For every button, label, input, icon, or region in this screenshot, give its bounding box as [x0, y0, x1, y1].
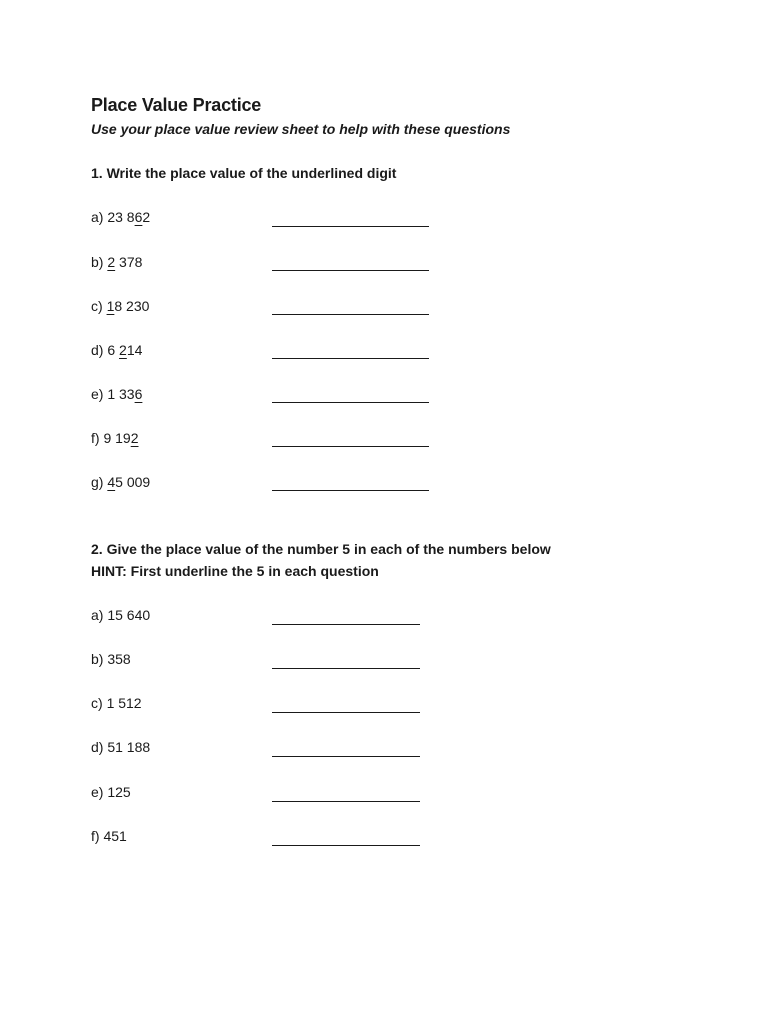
- underlined-digit: 2: [107, 254, 116, 270]
- number-part: 5 009: [115, 474, 151, 490]
- question-letter: f): [91, 430, 100, 446]
- answer-blank-s1-d[interactable]: [272, 358, 429, 359]
- question-letter: d): [91, 342, 104, 358]
- s2-question-d: [91, 739, 150, 755]
- question-letter: b): [91, 254, 104, 270]
- question-letter: a): [91, 607, 104, 623]
- underlined-digit: 1: [106, 298, 115, 314]
- page-title: Place Value Practice: [91, 95, 262, 115]
- s2-question-f: [91, 828, 127, 844]
- number-part: 23 8: [107, 209, 135, 225]
- number-part: 378: [115, 254, 143, 270]
- question-number: 1 512: [106, 695, 142, 711]
- section-2-hint: HINT: First underline the 5 in each question: [91, 563, 379, 579]
- s2-question-a: [91, 607, 150, 623]
- s1-question-a: [91, 209, 150, 225]
- question-letter: b): [91, 651, 104, 667]
- answer-blank-s2-f[interactable]: [272, 845, 420, 846]
- underlined-digit: 6: [134, 386, 143, 402]
- answer-blank-s1-f[interactable]: [272, 446, 429, 447]
- question-letter: e): [91, 784, 104, 800]
- question-letter: a): [91, 209, 104, 225]
- page-subtitle: Use your place value review sheet to help with these questions: [91, 121, 511, 137]
- s1-question-c: [91, 298, 149, 314]
- number-part: 9 19: [103, 430, 131, 446]
- s1-question-f: [91, 430, 139, 446]
- answer-blank-s2-b[interactable]: [272, 668, 420, 669]
- number-part: 6: [107, 342, 120, 358]
- underlined-digit: 4: [107, 474, 116, 490]
- section-1-heading: 1. Write the place value of the underlined digit: [91, 165, 397, 181]
- answer-blank-s2-a[interactable]: [272, 624, 420, 625]
- s1-question-e: [91, 386, 142, 402]
- question-letter: d): [91, 739, 104, 755]
- answer-blank-s1-a[interactable]: [272, 226, 429, 227]
- number-part: 2: [142, 209, 151, 225]
- number-part: 14: [126, 342, 143, 358]
- answer-blank-s1-e[interactable]: [272, 402, 429, 403]
- section-2-heading: 2. Give the place value of the number 5 in each of the numbers below: [91, 541, 551, 557]
- question-number: 125: [107, 784, 131, 800]
- question-letter: c): [91, 298, 103, 314]
- answer-blank-s1-c[interactable]: [272, 314, 429, 315]
- s2-question-e: [91, 784, 131, 800]
- underlined-digit: 2: [130, 430, 139, 446]
- answer-blank-s2-d[interactable]: [272, 756, 420, 757]
- question-number: 15 640: [107, 607, 151, 623]
- answer-blank-s2-e[interactable]: [272, 801, 420, 802]
- s1-question-g: [91, 474, 150, 490]
- question-letter: c): [91, 695, 103, 711]
- underlined-digit: 2: [119, 342, 127, 358]
- question-number: 451: [103, 828, 127, 844]
- s2-question-c: [91, 695, 142, 711]
- question-number: 51 188: [107, 739, 151, 755]
- answer-blank-s2-c[interactable]: [272, 712, 420, 713]
- s2-question-b: [91, 651, 131, 667]
- answer-blank-s1-b[interactable]: [272, 270, 429, 271]
- question-letter: e): [91, 386, 104, 402]
- question-letter: g): [91, 474, 104, 490]
- s1-question-b: [91, 254, 142, 270]
- answer-blank-s1-g[interactable]: [272, 490, 429, 491]
- underlined-digit: 6: [134, 209, 143, 225]
- number-part: 1 33: [107, 386, 135, 402]
- s1-question-d: [91, 342, 142, 358]
- question-number: 358: [107, 651, 131, 667]
- number-part: 8 230: [114, 298, 150, 314]
- question-letter: f): [91, 828, 100, 844]
